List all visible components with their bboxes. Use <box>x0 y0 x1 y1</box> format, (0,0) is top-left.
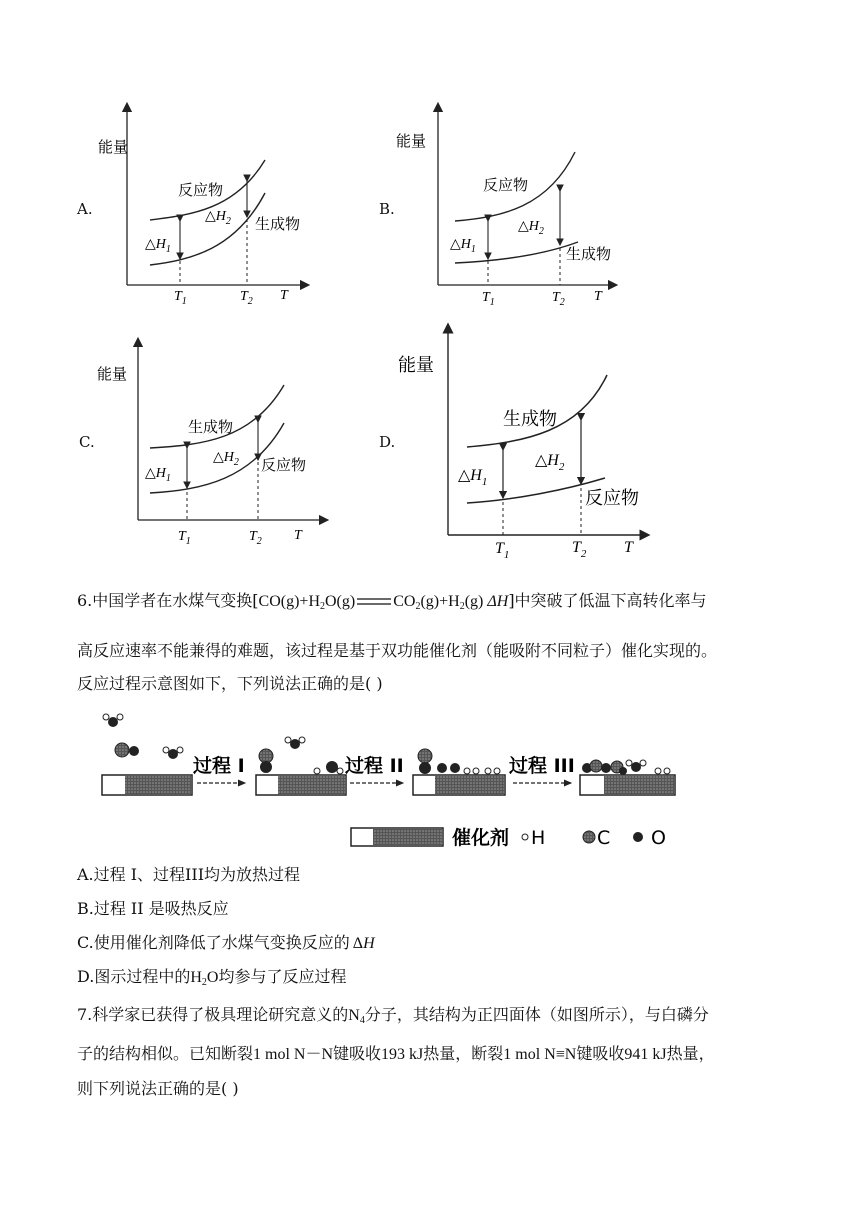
q6-prefix: 6.中国学者在水煤气变换[ <box>77 591 259 610</box>
legend <box>351 826 666 849</box>
t1-label: $T_1$ <box>482 290 495 308</box>
catalyst-3-active <box>435 776 504 794</box>
option-c-label: C. <box>79 433 95 451</box>
catalyst-2-active <box>278 776 345 794</box>
q6-line-2: 高反应速率不能兼得的难题，该过程是基于双功能催化剂（能吸附不同粒子）催化实现的。 <box>77 641 718 660</box>
water-molecule-free <box>103 714 123 727</box>
catalyst-1-active <box>125 776 191 794</box>
process-1-label: 过程 I <box>193 755 245 777</box>
energy-graph-b <box>393 95 633 310</box>
q6-option-a: A.过程 I、过程III均为放热过程 <box>77 865 301 884</box>
t1-label: $T_1$ <box>178 529 191 547</box>
legend-o-swatch <box>633 832 643 842</box>
energy-graph-c <box>92 330 332 550</box>
legend-h-label: H <box>531 827 546 849</box>
option-d-label: D. <box>379 433 396 451</box>
catalyst-4-active <box>604 776 674 794</box>
legend-c-swatch <box>583 831 595 843</box>
t2-label: $T_2$ <box>249 529 262 547</box>
legend-catalyst-label: 催化剂 <box>452 827 510 849</box>
q7-line-1: 7.科学家已获得了极具理论研究意义的$N_4$分子，其结构为正四面体（如图所示），与白磷分 <box>77 1005 709 1026</box>
reaction-process-diagram <box>95 710 685 855</box>
upper-curve-label: 生成物 <box>188 418 234 436</box>
t-axis-label: T <box>280 288 288 303</box>
upper-curve-label: 反应物 <box>178 181 224 199</box>
t1-label: $T_1$ <box>495 540 510 560</box>
lower-curve-label: 生成物 <box>255 215 301 233</box>
legend-h-swatch <box>522 834 528 840</box>
energy-label: 能量 <box>396 132 427 150</box>
q6-suffix: ]中突破了低温下高转化率与 <box>508 591 707 610</box>
dh1-label: $\triangle H_1$ <box>145 237 171 255</box>
stage-2-adsorbates <box>259 737 343 774</box>
q7-line-3: 则下列说法正确的是( ) <box>77 1079 239 1098</box>
t-axis-label: T <box>624 539 633 556</box>
dh2-label: $\triangle H_2$ <box>213 450 239 468</box>
q6-line-1 <box>77 590 707 613</box>
energy-graph-d <box>395 320 655 560</box>
t-axis-label: T <box>294 528 302 543</box>
dh1-label: $\triangle H_1$ <box>145 466 171 484</box>
energy-label: 能量 <box>398 355 434 376</box>
stage-4-adsorbates <box>582 760 670 775</box>
q6-equation: $CO(g)+H_2O(g)$ $CO_2(g)+H_2(g)$ ΔH <box>258 593 509 612</box>
energy-graph-a <box>90 95 330 310</box>
legend-o-label: O <box>651 827 666 849</box>
q6-option-c: C.使用催化剂降低了水煤气变换反应的 ΔH <box>77 933 375 952</box>
option-a-label: A. <box>77 200 93 218</box>
q7-line-2: 子的结构相似。已知断裂1 mol N－N键吸收193 kJ热量，断裂1 mol N≡N键吸收941 kJ热量， <box>77 1044 715 1063</box>
q6-option-d: D.图示过程中的$H_2O$均参与了反应过程 <box>77 967 347 988</box>
upper-curve-label: 反应物 <box>483 176 529 194</box>
h2o-formula: $H_2O$ <box>190 969 219 988</box>
t2-label: $T_2$ <box>552 290 565 308</box>
stage-1-adsorbates <box>115 743 183 759</box>
dh2-label: $\triangle H_2$ <box>205 209 231 227</box>
lower-curve-label: 反应物 <box>585 488 639 509</box>
process-2-label: 过程 II <box>345 755 404 777</box>
energy-label: 能量 <box>98 138 129 156</box>
option-b-label: B. <box>379 200 395 218</box>
q6-option-b: B.过程 II 是吸热反应 <box>77 899 229 918</box>
t1-label: $T_1$ <box>174 289 187 307</box>
upper-curve-label: 生成物 <box>503 409 557 430</box>
lower-curve-label: 反应物 <box>261 456 307 474</box>
t-axis-label: T <box>594 289 602 304</box>
legend-c-label: C <box>597 827 611 849</box>
q6-line-3: 反应过程示意图如下，下列说法正确的是( ) <box>77 674 383 693</box>
dh1-label: $\triangle H_1$ <box>458 467 488 488</box>
dh2-label: $\triangle H_2$ <box>535 452 565 473</box>
process-3-label: 过程 III <box>509 755 575 777</box>
upper-curve <box>150 385 284 448</box>
dh2-label: $\triangle H_2$ <box>518 219 544 237</box>
stage-3-adsorbates <box>418 749 500 774</box>
t2-label: $T_2$ <box>572 539 587 560</box>
energy-label: 能量 <box>97 365 128 383</box>
t2-label: $T_2$ <box>240 289 253 307</box>
dh1-label: $\triangle H_1$ <box>450 237 476 255</box>
equals-sign <box>357 597 391 607</box>
lower-curve-label: 生成物 <box>566 245 612 263</box>
